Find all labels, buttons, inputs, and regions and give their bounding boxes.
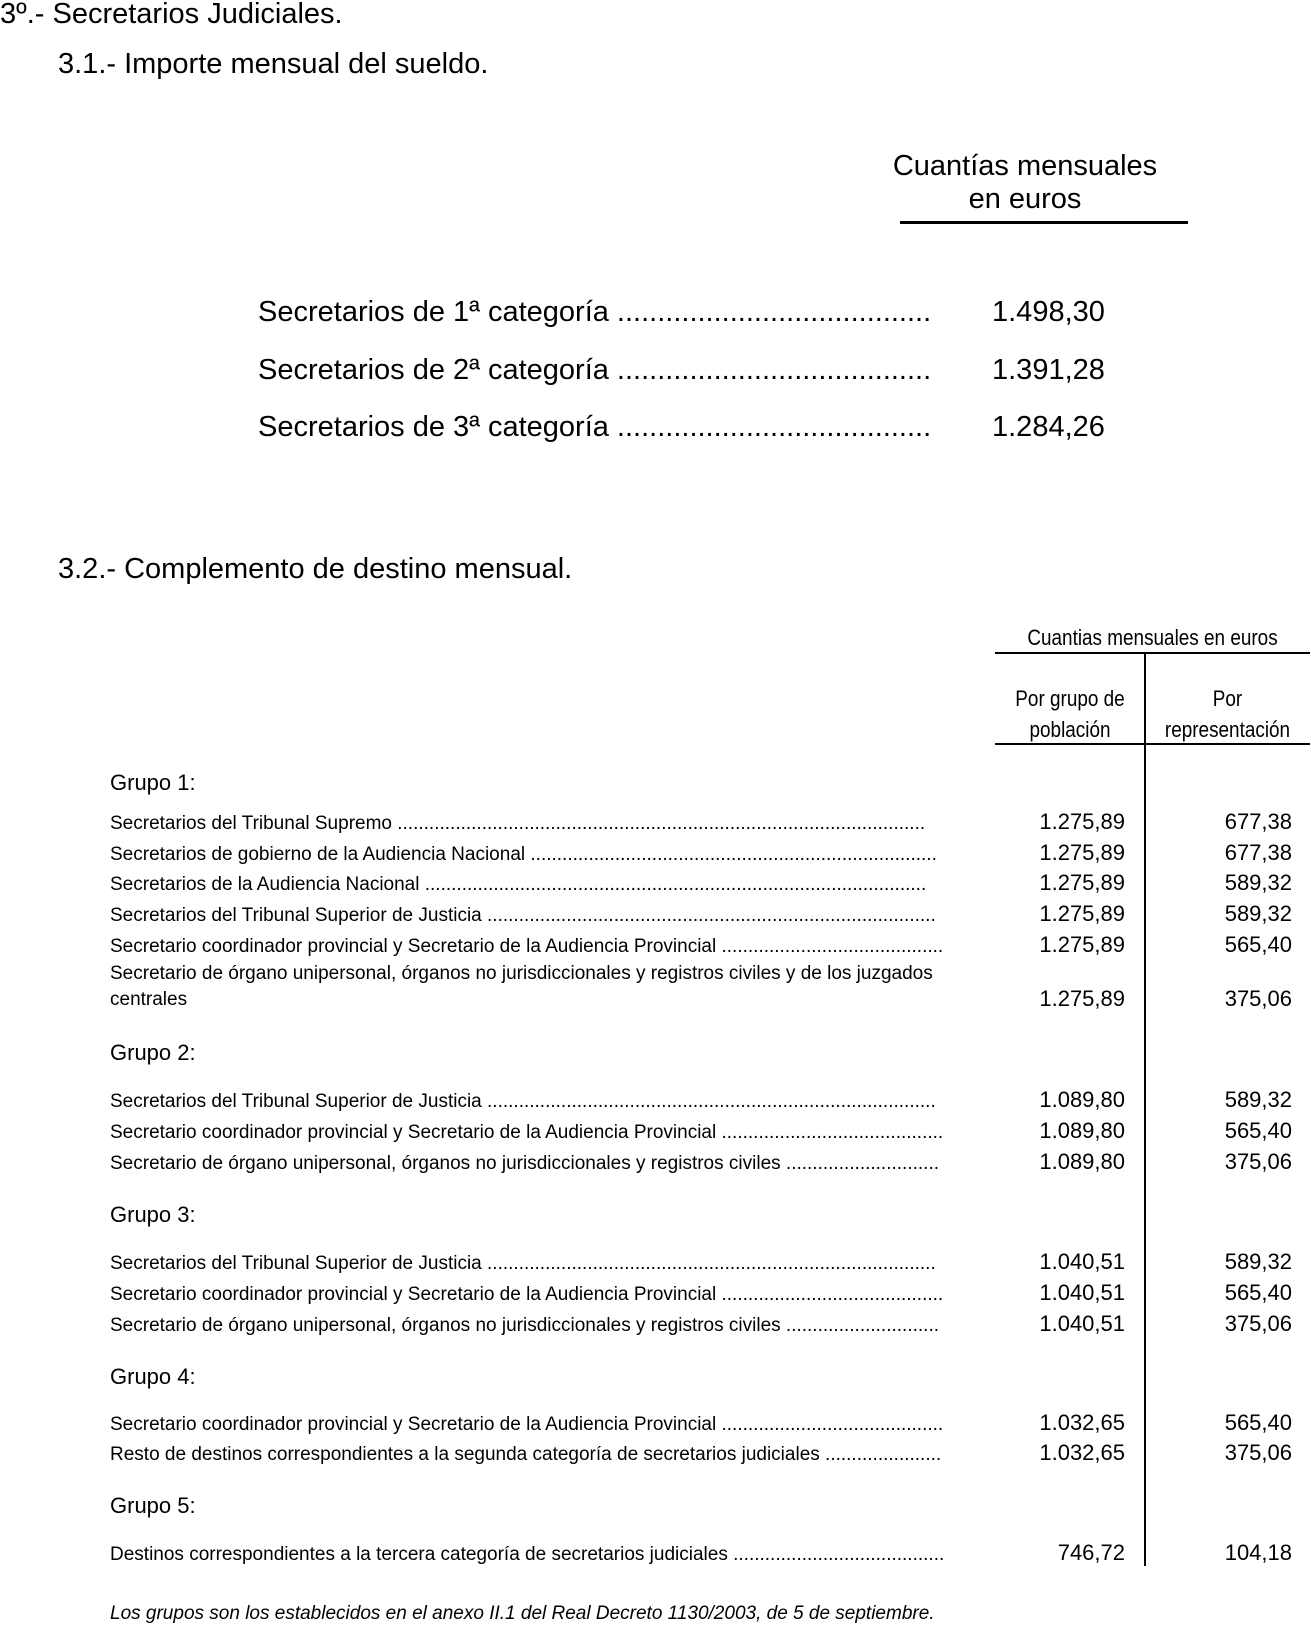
sueldo-row-value: 1.498,30: [992, 296, 1105, 328]
table-row-label: Secretarios de gobierno de la Audiencia Nacional .............................................................................: [110, 844, 937, 865]
destino-header-rule-bottom: [995, 743, 1310, 745]
table-row-rep: 589,32: [1224, 1087, 1292, 1112]
table-row-rep: 589,32: [1224, 1249, 1292, 1274]
table-row-label-cont: centrales: [110, 989, 188, 1010]
table-row-pob: 746,72: [1057, 1540, 1125, 1565]
table-row-pob: 1.089,80: [1039, 1087, 1125, 1112]
table-row-label: Secretario de órgano unipersonal, órganos no jurisdiccionales y registros civiles y de los juzgados: [110, 963, 933, 984]
table-row-rep: 589,32: [1224, 870, 1292, 895]
section-title: 3º.- Secretarios Judiciales.: [0, 0, 343, 30]
table-row-rep: 677,38: [1224, 840, 1292, 865]
table-row-label: Secretarios del Tribunal Superior de Justicia .....................................................................................: [110, 1091, 936, 1112]
table-row-pob: 1.275,89: [1039, 932, 1125, 957]
col2-header-line1: Por: [1212, 686, 1243, 711]
group-heading: Grupo 5:: [110, 1493, 196, 1518]
table-row-label: Destinos correspondientes a la tercera categoría de secretarios judiciales ........................................: [110, 1544, 945, 1565]
table-row-rep: 375,06: [1224, 986, 1292, 1011]
table-row-pob: 1.275,89: [1039, 809, 1125, 834]
group-heading: Grupo 1:: [110, 770, 196, 795]
table-row-label: Secretario coordinador provincial y Secretario de la Audiencia Provincial ..........................................: [110, 936, 944, 957]
sueldo-row-label: Secretarios de 3ª categoría .......................................: [258, 411, 932, 443]
destino-title: 3.2.- Complemento de destino mensual.: [58, 553, 573, 585]
table-row-pob: 1.275,89: [1039, 986, 1125, 1011]
sueldo-row-label: Secretarios de 1ª categoría .......................................: [258, 296, 932, 328]
table-row-pob: 1.089,80: [1039, 1118, 1125, 1143]
table-row-label: Secretarios del Tribunal Superior de Justicia .....................................................................................: [110, 905, 936, 926]
table-row-label: Secretario coordinador provincial y Secretario de la Audiencia Provincial ..........................................: [110, 1284, 944, 1305]
table-row-pob: 1.275,89: [1039, 901, 1125, 926]
table-row-rep: 375,06: [1224, 1440, 1292, 1465]
sueldo-row-label: Secretarios de 2ª categoría .......................................: [258, 354, 932, 386]
table-row-label: Secretarios de la Audiencia Nacional ...............................................................................................: [110, 874, 927, 895]
table-row-rep: 565,40: [1224, 1280, 1292, 1305]
table-row-rep: 565,40: [1224, 932, 1292, 957]
sueldo-title: 3.1.- Importe mensual del sueldo.: [58, 48, 489, 80]
table-row-rep: 104,18: [1224, 1540, 1292, 1565]
column-divider: [1144, 654, 1146, 1566]
col1-header-line2: población: [1029, 717, 1111, 742]
table-row-label: Secretario de órgano unipersonal, órganos no jurisdiccionales y registros civiles .............................: [110, 1153, 939, 1174]
table-row-pob: 1.040,51: [1039, 1280, 1125, 1305]
group-heading: Grupo 2:: [110, 1040, 196, 1065]
group-heading: Grupo 3:: [110, 1202, 196, 1227]
destino-header-top: Cuantias mensuales en euros: [1027, 625, 1278, 650]
table-row-pob: 1.089,80: [1039, 1149, 1125, 1174]
table-row-pob: 1.040,51: [1039, 1311, 1125, 1336]
table-row-pob: 1.275,89: [1039, 870, 1125, 895]
table-row-rep: 375,06: [1224, 1311, 1292, 1336]
sueldo-row-value: 1.284,26: [992, 411, 1105, 443]
sueldo-header-line2: en euros: [968, 183, 1082, 215]
table-row-label: Secretario coordinador provincial y Secretario de la Audiencia Provincial ..........................................: [110, 1414, 944, 1435]
table-row-label: Secretarios del Tribunal Supremo ....................................................................................................: [110, 813, 926, 834]
table-row-rep: 677,38: [1224, 809, 1292, 834]
table-row-label: Secretarios del Tribunal Superior de Justicia .....................................................................................: [110, 1253, 936, 1274]
col2-header-line2: representación: [1164, 717, 1291, 742]
table-row-label: Resto de destinos correspondientes a la segunda categoría de secretarios judiciales ......................: [110, 1444, 942, 1465]
table-row-pob: 1.032,65: [1039, 1440, 1125, 1465]
table-row-rep: 565,40: [1224, 1410, 1292, 1435]
table-row-label: Secretario de órgano unipersonal, órganos no jurisdiccionales y registros civiles .............................: [110, 1315, 939, 1336]
sueldo-header-rule: [900, 221, 1188, 224]
col1-header-line1: Por grupo de: [1015, 686, 1125, 711]
table-row-pob: 1.032,65: [1039, 1410, 1125, 1435]
sueldo-row-value: 1.391,28: [992, 354, 1105, 386]
table-row-rep: 589,32: [1224, 901, 1292, 926]
table-row-label: Secretario coordinador provincial y Secretario de la Audiencia Provincial ..........................................: [110, 1122, 944, 1143]
table-row-pob: 1.040,51: [1039, 1249, 1125, 1274]
table-row-rep: 375,06: [1224, 1149, 1292, 1174]
sueldo-header-line1: Cuantías mensuales: [892, 150, 1158, 182]
destino-header-rule-top: [995, 652, 1310, 654]
table-row-pob: 1.275,89: [1039, 840, 1125, 865]
footnote: Los grupos son los establecidos en el anexo II.1 del Real Decreto 1130/2003, de 5 de septiembre.: [110, 1603, 935, 1624]
group-heading: Grupo 4:: [110, 1364, 196, 1389]
table-row-rep: 565,40: [1224, 1118, 1292, 1143]
